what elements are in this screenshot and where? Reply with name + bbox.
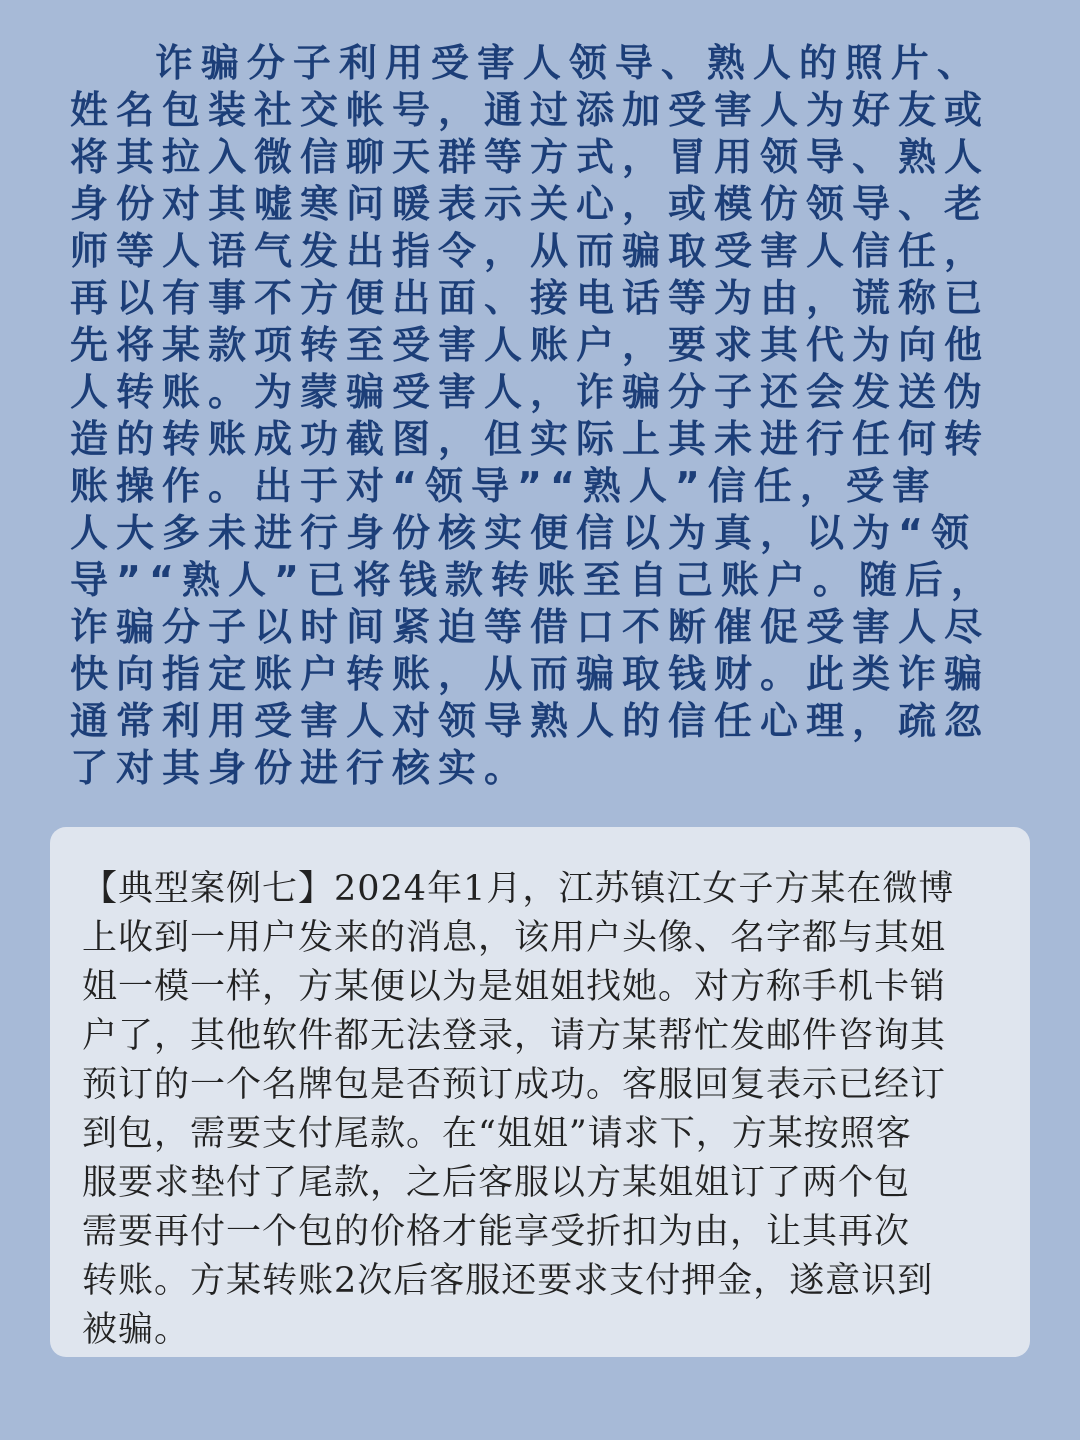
case-line: 服要求垫付了尾款，之后客服以方某姐姐订了两个包 <box>82 1163 911 1203</box>
case-line: 需要再付一个包的价格才能享受折扣为由，让其再次 <box>82 1212 911 1252</box>
intro-line: 师等人语气发出指令，从而骗取受害人信任， <box>70 229 991 273</box>
case-line: 被骗。 <box>82 1310 191 1350</box>
case-paragraph <box>82 865 1012 1355</box>
intro-line: 先将某款项转至受害人账户，要求其代为向他 <box>70 323 991 367</box>
case-line: 上收到一用户发来的消息，该用户头像、名字都与其姐 <box>82 918 947 958</box>
intro-line: 造的转账成功截图，但实际上其未进行任何转 <box>70 417 991 461</box>
case-line: 【典型案例七】2024年1月，江苏镇江女子方某在微博 <box>82 869 955 909</box>
case-line: 预订的一个名牌包是否预订成功。客服回复表示已经订 <box>82 1065 947 1105</box>
intro-line: 身份对其嘘寒问暖表示关心，或模仿领导、老 <box>70 182 991 226</box>
intro-line: 通常利用受害人对领导熟人的信任心理，疏忽 <box>70 699 991 743</box>
intro-line: 将其拉入微信聊天群等方式，冒用领导、熟人 <box>70 135 991 179</box>
case-line: 转账。方某转账2次后客服还要求支付押金，遂意识到 <box>82 1261 934 1301</box>
intro-line: 导”“熟人”已将钱款转账至自己账户。随后， <box>70 558 997 602</box>
intro-line: 诈骗分子利用受害人领导、熟人的照片、 <box>70 41 983 85</box>
intro-line: 了对其身份进行核实。 <box>70 746 531 790</box>
intro-line: 快向指定账户转账，从而骗取钱财。此类诈骗 <box>70 652 991 696</box>
intro-line: 再以有事不方便出面、接电话等为由，谎称已 <box>70 276 991 320</box>
case-line: 到包，需要支付尾款。在“姐姐”请求下，方某按照客 <box>82 1114 912 1154</box>
case-line: 户了，其他软件都无法登录，请方某帮忙发邮件咨询其 <box>82 1016 947 1056</box>
case-line: 姐一模一样，方某便以为是姐姐找她。对方称手机卡销 <box>82 967 947 1007</box>
intro-line: 人转账。为蒙骗受害人，诈骗分子还会发送伪 <box>70 370 991 414</box>
intro-line: 姓名包装社交帐号，通过添加受害人为好友或 <box>70 88 991 132</box>
intro-paragraph <box>70 40 1030 792</box>
case-card <box>50 827 1030 1357</box>
intro-line: 人大多未进行身份核实便信以为真，以为“领 <box>70 511 977 555</box>
intro-line: 诈骗分子以时间紧迫等借口不断催促受害人尽 <box>70 605 991 649</box>
intro-line: 账操作。出于对“领导”“熟人”信任，受害 <box>70 464 938 508</box>
